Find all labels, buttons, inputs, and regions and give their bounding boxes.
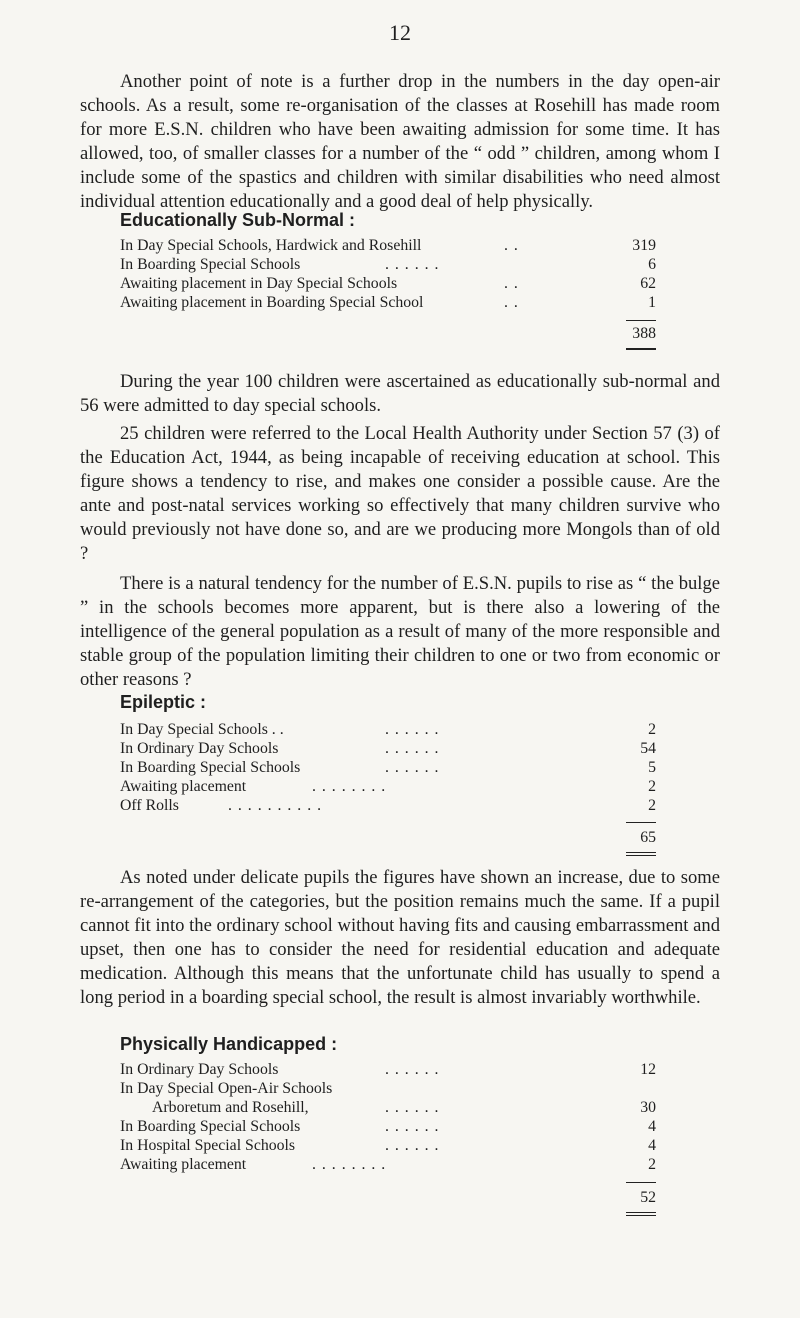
row-label: In Day Special Schools, Hardwick and Rosehill	[120, 237, 422, 254]
leader-dots: . . . . . . . . . .	[228, 797, 323, 814]
subtotal-rule	[626, 1182, 656, 1183]
row-label: In Hospital Special Schools	[120, 1137, 296, 1154]
row-value: 2	[648, 797, 656, 814]
heading-sub-normal: Educationally Sub-Normal :	[120, 210, 356, 230]
table-row	[120, 293, 656, 312]
table-row	[120, 1117, 656, 1136]
table-row	[120, 1155, 656, 1174]
table-row	[120, 758, 656, 777]
row-label: Awaiting placement in Day Special Schools	[120, 275, 398, 292]
heading-epileptic: Epileptic :	[120, 692, 207, 712]
row-value: 62	[640, 275, 656, 292]
table-row	[120, 720, 656, 739]
row-value: 2	[648, 721, 656, 738]
row-label: Awaiting placement	[120, 1156, 247, 1173]
leader-dots: . . . . . .	[385, 1118, 440, 1135]
row-label: Awaiting placement in Boarding Special School	[120, 294, 424, 311]
table-row	[120, 796, 656, 815]
row-value: 2	[648, 778, 656, 795]
table-row	[120, 1060, 656, 1079]
leader-dots: . . . . . .	[385, 759, 440, 776]
row-label: Arboretum and Rosehill,	[152, 1099, 309, 1116]
row-value: 4	[648, 1118, 656, 1135]
table-total: 65	[640, 829, 656, 846]
leader-dots: . .	[504, 237, 519, 254]
table-row	[120, 255, 656, 274]
table-epileptic	[120, 720, 656, 870]
paragraph-ascertained: During the year 100 children were ascertained as educationally sub-normal and 56 were admitted to day special schools.	[80, 371, 720, 416]
leader-dots: . . . . . . . .	[312, 1156, 387, 1173]
row-label: In Boarding Special Schools	[120, 256, 301, 273]
table-row	[120, 1098, 656, 1117]
leader-dots: . . . . . .	[385, 1099, 440, 1116]
table-total: 52	[640, 1189, 656, 1206]
paragraph-delicate-pupils: As noted under delicate pupils the figures have shown an increase, due to some re-arrangement of the categories, but the position remains much the same. If a pupil cannot fit into the ordinary school without having fits and causing embarrassment and upset, then one has to consider the need for residential education and adequate medication. Although this means that the unfortunate child has usually to spend a long period in a boarding special school, the result is almost invariably worthwhile.	[80, 867, 720, 1008]
row-label: In Ordinary Day Schools	[120, 740, 279, 757]
paragraph-local-health: 25 children were referred to the Local Health Authority under Section 57 (3) of the Education Act, 1944, as being incapable of receiving education at school. This figure shows a tendency to rise, and makes one consider a possible cause. Are the ante and post-natal services working so effectively that many children survive who would previously not have done so, and are we producing more Mongols than of old ?	[80, 423, 720, 564]
table-row	[120, 236, 656, 255]
row-label: In Day Special Schools . .	[120, 721, 284, 738]
total-double-rule	[626, 855, 656, 856]
row-label: In Boarding Special Schools	[120, 759, 301, 776]
leader-dots: . .	[504, 294, 519, 311]
leader-dots: . . . . . .	[385, 1137, 440, 1154]
paragraph-open-air-schools: Another point of note is a further drop in the numbers in the day open-air schools. As a result, some re-organisation of the classes at Rosehill has made room for more E.S.N. children who have been awaiting admission for some time. It has allowed, too, of smaller classes for a number of the “ odd ” children, among whom I include some of the spastics and children with similar disabilities who need almost individual attention educationally and a good deal of help physically.	[80, 71, 720, 212]
leader-dots: . . . . . .	[385, 1061, 440, 1078]
leader-dots: . . . . . .	[385, 740, 440, 757]
leader-dots: . . . . . .	[385, 256, 440, 273]
row-value: 1	[648, 294, 656, 311]
row-value: 5	[648, 759, 656, 776]
table-physically-handicapped	[120, 1060, 656, 1235]
table-total: 388	[632, 325, 656, 342]
row-value: 6	[648, 256, 656, 273]
table-row	[120, 274, 656, 293]
leader-dots: . . . . . . . .	[312, 778, 387, 795]
row-value: 4	[648, 1137, 656, 1154]
total-double-rule	[626, 852, 656, 853]
row-label: In Ordinary Day Schools	[120, 1061, 279, 1078]
leader-dots: . . . . . .	[385, 721, 440, 738]
row-label: In Day Special Open-Air Schools	[120, 1080, 333, 1097]
row-value: 2	[648, 1156, 656, 1173]
row-label: Awaiting placement	[120, 778, 247, 795]
page-number: 12	[389, 20, 411, 45]
row-label: In Boarding Special Schools	[120, 1118, 301, 1135]
subtotal-rule	[626, 822, 656, 823]
row-value: 30	[640, 1099, 656, 1116]
row-value: 12	[640, 1061, 656, 1078]
row-value: 54	[640, 740, 656, 757]
table-sub-normal	[120, 236, 656, 376]
leader-dots: . .	[504, 275, 519, 292]
table-row	[120, 1136, 656, 1155]
heading-physically-handicapped: Physically Handicapped :	[120, 1034, 338, 1054]
paragraph-natural-tendency: There is a natural tendency for the number of E.S.N. pupils to rise as “ the bulge ” in the schools becomes more apparent, but is there also a lowering of the intelligence of the general population as a result of many of the more responsible and stable group of the population limiting their children to one or two from economic or other reasons ?	[80, 573, 720, 690]
table-row	[120, 739, 656, 758]
row-value: 319	[632, 237, 656, 254]
subtotal-rule	[626, 320, 656, 321]
table-row	[120, 1079, 656, 1098]
total-double-rule	[626, 1215, 656, 1216]
row-label: Off Rolls	[120, 797, 179, 814]
total-double-rule	[626, 348, 656, 350]
table-row	[120, 777, 656, 796]
total-double-rule	[626, 1212, 656, 1213]
